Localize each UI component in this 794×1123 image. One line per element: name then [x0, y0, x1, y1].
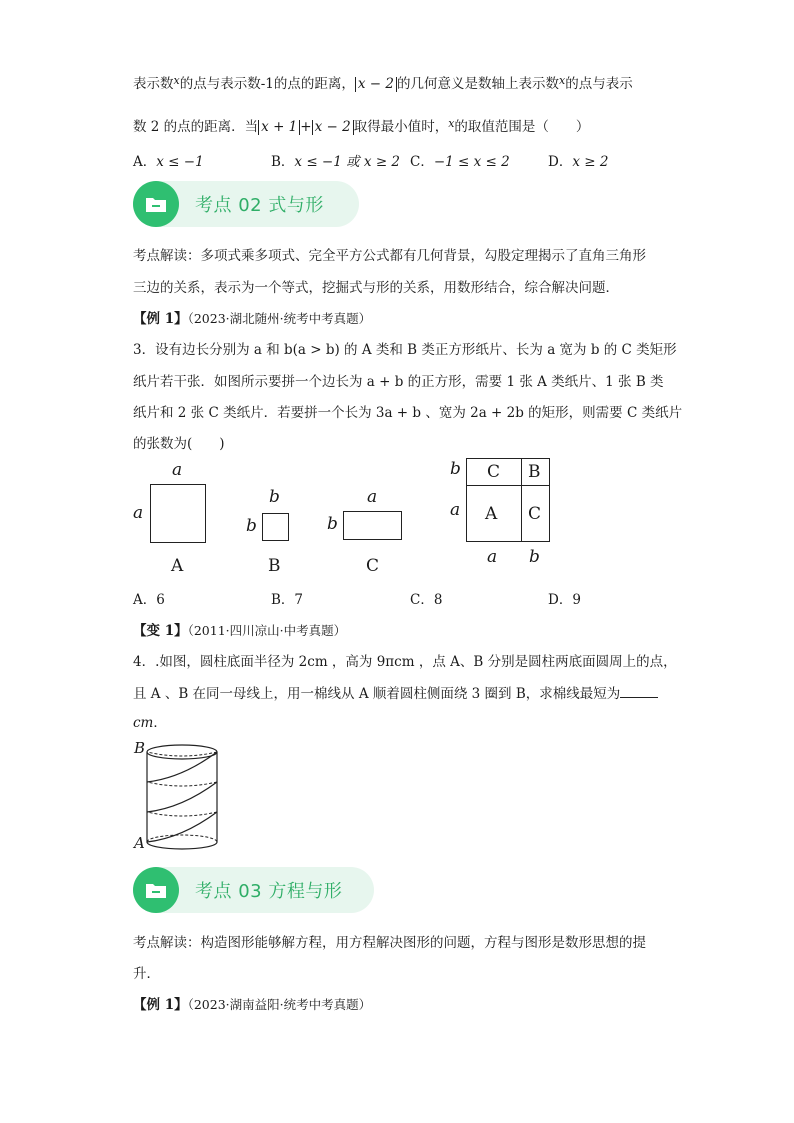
cell-B: B: [528, 462, 541, 482]
text: 取得最小值时，: [353, 119, 449, 135]
cell-A: A: [485, 504, 498, 524]
intro-line-1: [133, 72, 633, 92]
label-A: A: [171, 556, 184, 576]
text: 数 2 的点的距离．当: [133, 119, 259, 135]
divider: [521, 459, 522, 541]
option-label: C．: [410, 154, 434, 170]
option-label: A．: [133, 592, 157, 608]
option-label: B．: [271, 592, 295, 608]
text: 的点与表示数-1的点的距离，: [179, 76, 355, 92]
intro-line-2: [133, 115, 589, 135]
label-b-side: b: [246, 516, 257, 536]
text: 的几何意义是数轴上表示数: [396, 76, 559, 92]
option-label: C．: [410, 592, 434, 608]
option-text: 9: [572, 592, 581, 608]
section2-explain-2: 三边的关系，表示为一个等式，挖掘式与形的关系，用数形结合，综合解决问题．: [133, 280, 619, 296]
label-b-top: b: [269, 487, 280, 507]
option-text: 6: [156, 592, 165, 608]
section-banner-03: [133, 867, 374, 913]
text: 的取值范围是（ ）: [454, 119, 590, 135]
rect-c: [343, 511, 402, 540]
section3-explain-1: 考点解读：构造图形能够解方程，用方程解决图形的问题，方程与图形是数形思想的提: [133, 935, 646, 951]
unit: cm: [133, 715, 154, 731]
square-a: [150, 484, 206, 543]
answer-blank[interactable]: [620, 685, 658, 698]
section3-explain-2: 升．: [133, 966, 160, 982]
label-c-side: b: [327, 514, 338, 534]
option-a[interactable]: [133, 588, 165, 608]
cylinder-figure: [130, 738, 230, 858]
q4-line-3: [133, 711, 167, 731]
q4-line-2: [133, 682, 658, 702]
option-b[interactable]: [271, 150, 400, 170]
option-d[interactable]: [548, 150, 608, 170]
folder-icon: [133, 181, 179, 227]
option-c[interactable]: [410, 588, 442, 608]
option-label: B．: [271, 154, 295, 170]
option-d[interactable]: [548, 588, 581, 608]
text: 且 A 、B 在同一母线上，用一棉线从 A 顺着圆柱侧面绕 3 圈到 B，求棉线最短为: [133, 686, 621, 702]
label-b-left: b: [450, 459, 461, 479]
q3-line-3: 纸片和 2 张 C 类纸片．若要拼一个长为 3a + b 、宽为 2a + 2b 的矩形，则需要 C 类纸片: [133, 405, 683, 421]
section-title: 考点 02 式与形: [195, 195, 324, 216]
abs-expression: x − 2: [312, 120, 354, 135]
example-tag: 【例 1】: [133, 311, 188, 327]
label-b-bottom: b: [529, 547, 540, 567]
option-a[interactable]: [133, 150, 204, 170]
option-label: D．: [548, 154, 573, 170]
label-c-top: a: [367, 487, 378, 507]
option-text: 7: [294, 592, 304, 608]
label-a-left: a: [450, 500, 461, 520]
label-C: C: [366, 556, 380, 576]
variant-source: （2011·四川凉山·中考真题）: [187, 623, 347, 638]
variant-tag: 【变 1】: [133, 623, 188, 639]
variant-heading: [133, 619, 346, 639]
point-A: A: [134, 834, 145, 852]
section2-explain-1: 考点解读：多项式乘多项式、完全平方公式都有几何背景，勾股定理揭示了直角三角形: [133, 248, 646, 264]
var-x: x: [558, 74, 566, 87]
example-heading: [133, 993, 371, 1013]
q4-line-1: 4．.如图，圆柱底面半径为 2cm ，高为 9πcm ，点 A、B 分别是圆柱两底面圆周上的点，: [133, 654, 677, 670]
point-B: B: [134, 739, 146, 757]
option-label: A．: [133, 154, 157, 170]
q3-line-4: 的张数为( ): [133, 436, 225, 452]
q3-line-2: 纸片若干张．如图所示要拼一个边长为 a + b 的正方形，需要 1 张 A 类纸片、1 张 B 类: [133, 374, 664, 390]
option-text: x ≤ −1 或 x ≥ 2: [294, 154, 401, 170]
option-text: x ≤ −1: [156, 154, 204, 170]
option-text: x ≥ 2: [572, 154, 609, 170]
text: +: [300, 119, 312, 135]
folder-icon: [133, 867, 179, 913]
example-heading: [133, 307, 371, 327]
option-text: −1 ≤ x ≤ 2: [433, 154, 510, 170]
label-a-top: a: [172, 460, 183, 480]
label-B: B: [268, 556, 281, 576]
example-source: （2023·湖北随州·统考中考真题）: [187, 311, 372, 326]
section-banner-02: [133, 181, 359, 227]
divider: [467, 485, 549, 486]
option-label: D．: [548, 592, 573, 608]
option-text: 8: [433, 592, 443, 608]
text: ．: [153, 715, 167, 731]
label-a-side: a: [133, 503, 144, 523]
abs-expression: x − 2: [355, 77, 397, 92]
label-a-bottom: a: [487, 547, 498, 567]
square-b: [262, 513, 289, 541]
option-c[interactable]: [410, 150, 510, 170]
abs-expression: x + 1: [258, 120, 300, 135]
cell-C-top: C: [487, 462, 501, 482]
text: 表示数: [133, 76, 174, 92]
section-title: 考点 03 方程与形: [195, 881, 343, 902]
q3-line-1: 3．设有边长分别为 a 和 b(a > b) 的 A 类和 B 类正方形纸片、长为 a 宽为 b 的 C 类矩形: [133, 342, 677, 358]
example-source: （2023·湖南益阳·统考中考真题）: [187, 997, 372, 1012]
var-x: x: [173, 74, 180, 87]
cell-C-right: C: [528, 504, 542, 524]
text: 的点与表示: [565, 76, 633, 92]
option-b[interactable]: [271, 588, 303, 608]
var-x: x: [448, 117, 455, 130]
example-tag: 【例 1】: [133, 997, 188, 1013]
